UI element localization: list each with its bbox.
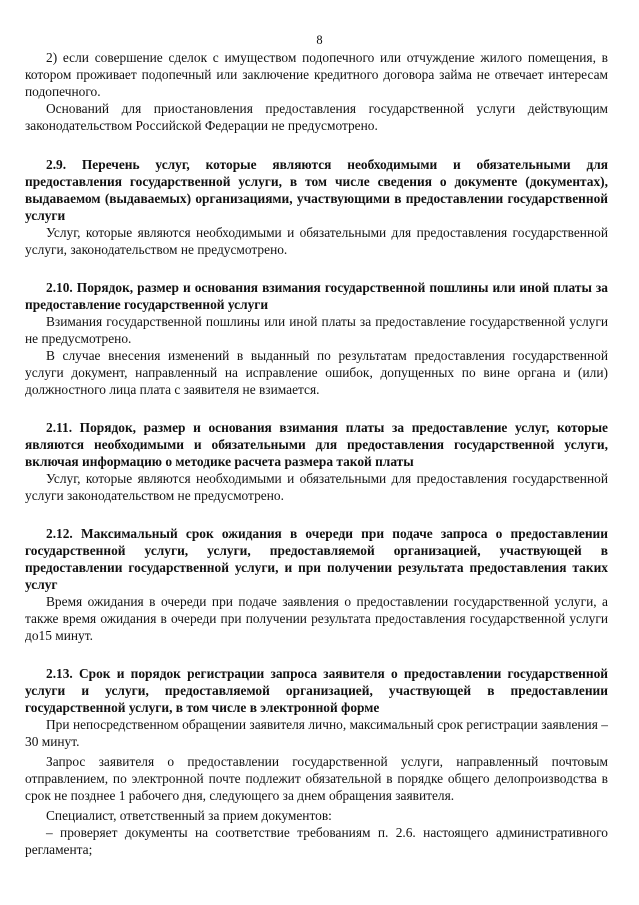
section-heading: 2.9. Перечень услуг, которые являются необходимыми и обязательными для предоставления государственной услуги, в том числе сведения о документе (документах), выдаваемом (выдаваемых) организациями, участвующими в предоставлении государственной услуги	[25, 157, 608, 223]
section-heading: 2.10. Порядок, размер и основания взимания государственной пошлины или иной платы за предоставление государственной услуги	[25, 280, 608, 312]
paragraph: При непосредственном обращении заявителя лично, максимальный срок регистрации заявления – 30 минут.	[25, 717, 608, 749]
paragraph: Оснований для приостановления предоставления государственной услуги действующим законодательством Российской Федерации не предусмотрено.	[25, 101, 608, 133]
section-2-13	[25, 665, 608, 858]
document-body	[25, 49, 608, 858]
list-item: – проверяет документы на соответствие требованиям п. 2.6. настоящего административного регламента;	[25, 825, 608, 857]
section-2-9	[25, 156, 608, 258]
paragraph: Запрос заявителя о предоставлении государственной услуги, направленный почтовым отправлением, по электронной почте подлежит обязательной в порядке общего делопроизводства в срок не позднее 1 рабочего дня, следующего за днем обращения заявителя.	[25, 754, 608, 803]
paragraph: Услуг, которые являются необходимыми и обязательными для предоставления государственной услуги, законодательством не предусмотрено.	[25, 225, 608, 257]
paragraph: Взимания государственной пошлины или иной платы за предоставление государственной услуги не предусмотрено.	[25, 314, 608, 346]
paragraph: В случае внесения изменений в выданный по результатам предоставления государственной услуги документ, направленный на исправление ошибок, допущенных по вине органа и (или) должностного лица плата с заявителя не взимается.	[25, 348, 608, 397]
paragraph: Услуг, которые являются необходимыми и обязательными для предоставления государственной услуги законодательством не предусмотрено.	[25, 471, 608, 503]
section-heading: 2.12. Максимальный срок ожидания в очереди при подаче запроса о предоставлении государственной услуги, услуги, предоставляемой организацией, участвующей в предоставлении государственной услуги, и при получении результата предоставления таких услуг	[25, 526, 608, 592]
section-2-10	[25, 279, 608, 398]
paragraph: Специалист, ответственный за прием документов:	[46, 808, 332, 823]
section-heading: 2.13. Срок и порядок регистрации запроса заявителя о предоставлении государственной услуги и услуги, предоставляемой организацией, участвующей в предоставлении государственной услуги, в том числе в электронной форме	[25, 666, 608, 715]
paragraph: 2) если совершение сделок с имуществом подопечного или отчуждение жилого помещения, в котором проживает подопечный или заключение кредитного договора займа не отвечает интересам подопечного.	[25, 50, 608, 99]
section-heading: 2.11. Порядок, размер и основания взимания платы за предоставление услуг, которые являются необходимыми и обязательными для предоставления государственной услуги, включая информацию о методике расчета размера такой платы	[25, 420, 608, 469]
section-2-11	[25, 419, 608, 504]
page-number: 8	[316, 33, 323, 47]
paragraph: Время ожидания в очереди при подаче заявления о предоставлении государственной услуги, а также время ожидания в очереди при получении результата предоставления государственной услуги до15 минут.	[25, 594, 608, 643]
section-2-12	[25, 525, 608, 644]
